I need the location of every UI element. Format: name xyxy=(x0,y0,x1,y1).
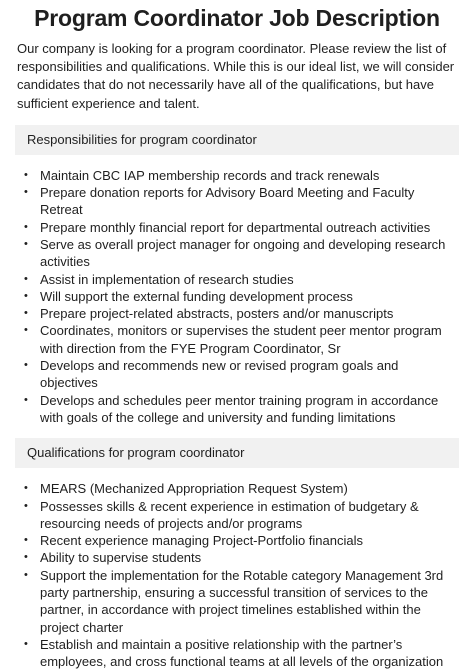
list-item-text: Assist in implementation of research studies xyxy=(40,271,294,287)
page-title: Program Coordinator Job Description xyxy=(34,5,440,31)
bullet-icon: • xyxy=(24,637,28,650)
list-item xyxy=(15,636,459,671)
intro-paragraph: Our company is looking for a program coordinator. Please review the list of responsibilities and qualifications. While this is our ideal list, we will consider candidates that do not necessarily have all of the qualifications, but have sufficient experience and talent. xyxy=(17,41,455,111)
list-item-text: Develops and recommends new or revised program goals and objectives xyxy=(40,358,399,391)
list-item xyxy=(15,567,459,636)
bullet-icon: • xyxy=(24,186,28,199)
list-item-text: Prepare donation reports for Advisory Board Meeting and Faculty Retreat xyxy=(40,185,415,218)
list-item xyxy=(15,167,459,184)
bullet-icon: • xyxy=(24,272,28,285)
list-item-text: Support the implementation for the Rotable category Management 3rd party partnership, ensuring a successful transition of services to the partner, in accordance with project timelines established within the project charter xyxy=(40,567,444,635)
list-item xyxy=(15,392,459,427)
list-item xyxy=(15,236,459,271)
bullet-icon: • xyxy=(24,359,28,372)
list-item-text: Prepare monthly financial report for departmental outreach activities xyxy=(40,219,431,235)
list-item-text: Coordinates, monitors or supervises the student peer mentor program with direction from the FYE Program Coordinator, Sr xyxy=(40,323,442,356)
bullet-icon: • xyxy=(24,393,28,406)
list-item xyxy=(15,549,459,566)
bullet-icon: • xyxy=(24,307,28,320)
list-item-text: Maintain CBC IAP membership records and track renewals xyxy=(40,167,380,183)
qualifications-list xyxy=(15,480,459,670)
list-item-text: Prepare project-related abstracts, posters and/or manuscripts xyxy=(40,306,394,322)
list-item xyxy=(15,532,459,549)
bullet-icon: • xyxy=(24,551,28,564)
list-item-text: MEARS (Mechanized Appropriation Request System) xyxy=(40,481,348,497)
bullet-icon: • xyxy=(24,482,28,495)
bullet-icon: • xyxy=(24,238,28,250)
list-item xyxy=(15,322,459,357)
list-item xyxy=(15,271,459,288)
bullet-icon: • xyxy=(24,568,28,581)
list-item-text: Recent experience managing Project-Portfolio financials xyxy=(40,533,364,549)
bullet-icon: • xyxy=(24,534,28,547)
list-item-text: Develops and schedules peer mentor training program in accordance with goals of the college and university and funding limitations xyxy=(40,392,439,425)
list-item xyxy=(15,184,459,219)
list-item xyxy=(15,219,459,236)
list-item xyxy=(15,480,459,497)
list-item-text: Ability to supervise students xyxy=(40,550,202,566)
responsibilities-heading: Responsibilities for program coordinator xyxy=(15,125,459,155)
list-item xyxy=(15,498,459,533)
list-item-text: Possesses skills & recent experience in estimation of budgetary & resourcing needs of projects and/or programs xyxy=(40,498,419,531)
list-item-text: Will support the external funding development process xyxy=(40,288,353,304)
list-item-text: Serve as overall project manager for ongoing and developing research activities xyxy=(40,237,446,270)
bullet-icon: • xyxy=(24,168,28,181)
bullet-icon: • xyxy=(24,499,28,512)
list-item xyxy=(15,288,459,305)
responsibilities-list xyxy=(15,167,459,426)
bullet-icon: • xyxy=(24,324,28,337)
bullet-icon: • xyxy=(24,289,28,302)
job-description-page xyxy=(0,3,474,670)
list-item xyxy=(15,305,459,322)
list-item-text: Establish and maintain a positive relationship with the partner’s employees, and cross functional teams at all levels of the organization xyxy=(40,636,444,670)
bullet-icon: • xyxy=(24,220,28,233)
qualifications-heading: Qualifications for program coordinator xyxy=(15,438,459,468)
list-item xyxy=(15,357,459,392)
